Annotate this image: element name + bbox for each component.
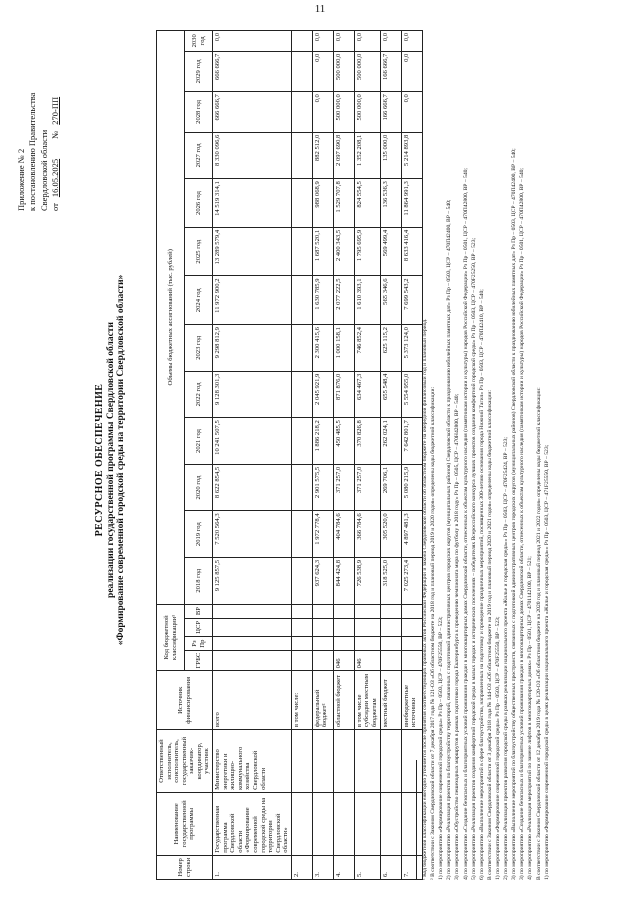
appendix-line-3: Свердловской области [38, 129, 49, 211]
value-cell [291, 276, 312, 325]
table-body [213, 31, 423, 880]
value-cell: 0,0 [401, 51, 422, 92]
value-cell [291, 31, 312, 52]
value-cell: 500 000,0 [354, 51, 380, 92]
row-number: 4. [333, 855, 354, 879]
value-cell: 569 499,4 [380, 227, 401, 276]
csr-cell [380, 618, 401, 636]
value-cell: 824 554,5 [354, 179, 380, 228]
grbs-cell [312, 651, 333, 671]
footnote-line: 2) по мероприятию «Реализация проектов по благоустройству территорий, связанных с подготовкой административных центров городских округов (муниципальных районов) Свердловской области к празднованию юбилейных памятных дат» Рз Пр – 0503, ЦСР – 470П42400, ВР – 540; [446, 199, 453, 880]
footnote-line: 3) по мероприятию «Выполнение мероприятий по благоустройству общественных пространств, связанных с подготовкой административных центров городских округов (муниципальных районов) Свердловской области к празднованию юбилейных памятных дат» Рз Пр – 0503, ЦСР – 470П42400, ВР – 540; [511, 148, 518, 880]
header-budget-sub: ГРБС [185, 651, 213, 671]
value-cell: 370 826,8 [354, 418, 380, 465]
value-cell: 5 214 893,8 [401, 132, 422, 179]
header-source: Источник финансирования [157, 671, 213, 730]
header-year: 2030 год [185, 31, 213, 52]
value-cell [291, 51, 312, 92]
appendix-line-1: Приложение № 2 [16, 148, 26, 211]
header-year: 2027 год [185, 132, 213, 179]
value-cell [291, 464, 312, 511]
value-cell: 305 520,0 [380, 511, 401, 558]
source-cell: в том числе: [291, 671, 312, 730]
vr-cell [380, 604, 401, 618]
value-cell [291, 557, 312, 604]
executor-cell [401, 730, 422, 793]
executor-cell [291, 730, 312, 793]
value-cell [291, 179, 312, 228]
footnote-line: В соответствии с Законом Свердловской области от 3 декабря 2018 года № 144-ОЗ «Об областном бюджете на 2019 год и плановый период 2020 и 2021 годов» определены коды бюджетной классификации: [486, 390, 493, 880]
value-cell: 1 687 520,1 [312, 227, 333, 276]
value-cell: 844 424,8 [333, 557, 354, 604]
header-year: 2023 год [185, 325, 213, 372]
row-number: 3. [312, 855, 333, 879]
title-line-2: реализации государственной программы Свердловской области [105, 322, 116, 598]
vr-cell [312, 604, 333, 618]
header-program-name: Наименование государственной программы [157, 792, 213, 855]
value-cell: 2 045 921,9 [312, 371, 333, 418]
value-cell: 404 784,6 [333, 511, 354, 558]
table-row [401, 31, 422, 880]
program-name-cell: Государственная программа Свердловской области «Формирование современной городской среды на территории Свердловской области» [213, 792, 292, 855]
vr-cell [213, 604, 292, 618]
header-year: 2028 год [185, 92, 213, 133]
header-year: 2019 год [185, 511, 213, 558]
program-name-cell [380, 792, 401, 855]
value-cell: 0,0 [401, 31, 422, 52]
date-prefix: от [50, 203, 61, 211]
appendix-line-2: к постановлению Правительства [27, 92, 38, 211]
value-cell: 366 784,6 [354, 511, 380, 558]
csr-cell [312, 618, 333, 636]
value-cell: 2 400 343,5 [333, 227, 354, 276]
landscape-sheet [6, 20, 626, 900]
value-cell: 500 000,0 [333, 92, 354, 133]
header-volumes: Объемы бюджетных ассигнований (тыс. рублей) [157, 31, 185, 605]
value-cell: 9 298 812,9 [213, 325, 292, 372]
page-number: 11 [314, 3, 326, 15]
value-cell: 8 633 416,4 [401, 227, 422, 276]
rzpr-cell [380, 636, 401, 650]
rzpr-cell [291, 636, 312, 650]
appendix-date-row [50, 36, 61, 211]
value-cell: 726 538,9 [354, 557, 380, 604]
footnote-line: ² В соответствии с Законом Свердловской области от 7 декабря 2017 года № 121-ОЗ «Об областном бюджете на 2018 год и плановый период 2019 и 2020 годов» определены коды бюджетной классификации: [430, 386, 437, 880]
value-cell: 7 025 273,4 [401, 557, 422, 604]
value-cell: 1 610 393,1 [354, 276, 380, 325]
table-row [380, 31, 401, 880]
executor-cell [312, 730, 333, 793]
vr-cell [333, 604, 354, 618]
header-year: 2018 год [185, 557, 213, 604]
document-title [94, 20, 127, 900]
value-cell: 2 300 415,6 [312, 325, 333, 372]
value-cell: 0,0 [312, 31, 333, 52]
header-row-no: Номер строки [157, 855, 213, 879]
value-cell: 2 097 690,8 [333, 132, 354, 179]
program-name-cell [354, 792, 380, 855]
vr-cell [354, 604, 380, 618]
footnote-line: 6) по мероприятию «Выполнение мероприятий в сфере благоустройства, направленных на подготовку и проведение праздничных мероприятий, посвященных 300-летию основания города Нижний Тагил» Рз Пр – 0503, ЦСР – 470П42410, ВР – 540; [478, 289, 485, 880]
header-year: 2025 год [185, 227, 213, 276]
value-cell: 7 520 564,3 [213, 511, 292, 558]
header-year: 2020 год [185, 464, 213, 511]
value-cell: 0,0 [312, 51, 333, 92]
value-cell: 13 289 579,4 [213, 227, 292, 276]
header-budget-sub: ВР [185, 604, 213, 618]
value-cell [291, 132, 312, 179]
value-cell: 450 485,5 [333, 418, 354, 465]
csr-cell [291, 618, 312, 636]
csr-cell [401, 618, 422, 636]
csr-cell [333, 618, 354, 636]
value-cell: 166 666,7 [380, 51, 401, 92]
header-budget-sub: ЦСР [185, 618, 213, 636]
value-cell: 7 642 801,7 [401, 418, 422, 465]
value-cell: 871 876,0 [333, 371, 354, 418]
value-cell: 666 666,7 [213, 51, 292, 92]
value-cell: 4 897 481,3 [401, 511, 422, 558]
value-cell: 136 536,3 [380, 179, 401, 228]
appendix-date: 16.05.2025 [50, 158, 61, 198]
program-name-cell [333, 792, 354, 855]
value-cell: 634 467,3 [354, 371, 380, 418]
value-cell: 9 128 301,3 [213, 371, 292, 418]
row-number: 2. [291, 855, 312, 879]
program-name-cell [312, 792, 333, 855]
value-cell: 7 699 543,2 [401, 276, 422, 325]
header-budget-sub: Рз Пр [185, 636, 213, 650]
source-cell: в том числе субсидии местным бюджетам [354, 671, 380, 730]
title-line-1: РЕСУРСНОЕ ОБЕСПЕЧЕНИЕ [94, 383, 105, 537]
csr-cell [354, 618, 380, 636]
value-cell: 262 024,1 [380, 418, 401, 465]
header-year: 2026 год [185, 179, 213, 228]
value-cell: 0,0 [380, 31, 401, 52]
rzpr-cell [401, 636, 422, 650]
grbs-cell: 046 [333, 651, 354, 671]
value-cell: 746 852,4 [354, 325, 380, 372]
value-cell: 8 622 854,5 [213, 464, 292, 511]
value-cell: 1 630 785,9 [312, 276, 333, 325]
value-cell: 0,0 [333, 31, 354, 52]
source-cell: внебюджетные источники [401, 671, 422, 730]
header-executor: Ответственный исполнитель, соисполнитель, государственный заказчик-координатор, участник [157, 730, 213, 793]
value-cell [291, 511, 312, 558]
header-year: 2024 год [185, 276, 213, 325]
rzpr-cell [312, 636, 333, 650]
value-cell: 625 115,2 [380, 325, 401, 372]
value-cell: 655 548,4 [380, 371, 401, 418]
footnotes [421, 30, 551, 880]
footnote-line: 4) по мероприятию «Реализация мероприятий по замене лифтов в многоквартирных домах» Рз Пр – 0501, ЦСР – 4701142100, ВР – 521; [527, 556, 534, 880]
program-name-cell [401, 792, 422, 855]
grbs-cell [380, 651, 401, 671]
footnote-line: 3) по мероприятию «Обустройство пешеходных маршрутов в рамках подготовки города Екатеринбурга к проведению чемпионата мира по футболу в 2018 году» Рз Пр – 0505, ЦСР – 470Н42800, ВР – 540; [454, 393, 461, 880]
rzpr-cell [333, 636, 354, 650]
footnote-rule [416, 760, 417, 880]
value-cell: 2 077 222,5 [333, 276, 354, 325]
header-year: 2022 год [185, 371, 213, 418]
value-cell: 1 352 208,1 [354, 132, 380, 179]
source-cell: всего [213, 671, 292, 730]
value-cell: 882 512,0 [312, 132, 333, 179]
header-year: 2021 год [185, 418, 213, 465]
executor-cell [380, 730, 401, 793]
value-cell: 5 080 215,9 [401, 464, 422, 511]
table-row [333, 31, 354, 880]
rzpr-cell [354, 636, 380, 650]
value-cell: 1 000 158,1 [333, 325, 354, 372]
value-cell: 500 000,0 [354, 92, 380, 133]
grbs-cell: 046 [354, 651, 380, 671]
csr-cell [213, 618, 292, 636]
value-cell: 371 257,0 [333, 464, 354, 511]
value-cell: 11 972 900,2 [213, 276, 292, 325]
row-number: 1. [213, 855, 292, 879]
value-cell: 8 330 096,6 [213, 132, 292, 179]
title-line-3: «Формирование современной городской среды на территории Свердловской области» [116, 274, 127, 646]
source-cell: областной бюджет [333, 671, 354, 730]
value-cell: 666 666,7 [213, 92, 292, 133]
value-cell: 371 257,0 [354, 464, 380, 511]
resource-table [156, 30, 423, 880]
value-cell: 1 972 778,4 [312, 511, 333, 558]
source-cell: федеральный бюджет² [312, 671, 333, 730]
value-cell: 1 529 707,8 [333, 179, 354, 228]
value-cell: 2 901 575,5 [312, 464, 333, 511]
value-cell: 0,0 [312, 92, 333, 133]
footnote-line: 2) по мероприятию «Реализация проектов развития городской среды в рамках реализации национального проекта «Жилье и городская среда»» Рз Пр – 0503, ЦСР – 470F25424, ВР – 523; [503, 437, 510, 880]
footnote-line: В соответствии с Законом Свердловской области от 12 декабря 2019 года № 120-ОЗ «Об областном бюджете на 2020 год и плановый период 2021 и 2022 годов» определены коды бюджетной классификации: [535, 387, 542, 880]
value-cell [291, 92, 312, 133]
value-cell: 5 373 124,0 [401, 325, 422, 372]
vr-cell [401, 604, 422, 618]
footnote-line: 5) по мероприятию «Реализация проектов создания комфортной городской среды в малых городах и исторических поселениях – победителях Всероссийского конкурса лучших проектов создания комфортной городской среды» Рз Пр – 0503, ЦСР – 470F25250, ВР – 523; [470, 237, 477, 880]
footnote-line: 1) по мероприятию «Формирование современной городской среды в целях реализации национального проекта «Жилье и городская среда»» Рз Пр – 0503, ЦСР – 471F25550, ВР – 523; [543, 444, 550, 880]
executor-cell [354, 730, 380, 793]
value-cell [291, 418, 312, 465]
executor-cell: Министерство энергетики и жилищно-коммунального хозяйства Свердловской области [213, 730, 292, 793]
appendix-number: 270-ПП [50, 96, 61, 125]
value-cell: 10 241 507,5 [213, 418, 292, 465]
header-budget-code: Код бюджетной классификации¹ [157, 604, 185, 671]
footnote-line: 1) по мероприятию «Формирование современной городской среды» Рз Пр – 0503, ЦСР – 470F25550, ВР – 523; [438, 616, 445, 880]
table-row [354, 31, 380, 880]
appendix-block [16, 36, 62, 211]
value-cell: 318 525,0 [380, 557, 401, 604]
value-cell: 5 554 955,0 [401, 371, 422, 418]
footnote-line: 4) по мероприятию «Создание безопасных и благоприятных условий проживания граждан в многоквартирных домах Свердловской области, отнесенных к объектам культурного наследия (памятникам истории и культуры) народов Российской Федерации» Рз Пр – 0501, ЦСР – 470П42800, ВР – 540; [462, 168, 469, 880]
value-cell: 9 125 857,5 [213, 557, 292, 604]
row-number: 7. [401, 855, 422, 879]
grbs-cell [291, 651, 312, 671]
executor-cell [333, 730, 354, 793]
value-cell [291, 325, 312, 372]
value-cell: 166 666,7 [380, 92, 401, 133]
value-cell [291, 227, 312, 276]
footnote-line: 3) по мероприятию «Создание безопасных и благоприятных условий проживания граждан в многоквартирных домах Свердловской области, отнесенных к объектам культурного наследия (памятникам истории и культуры) народов Российской Федерации» Рз Пр – 0501, ЦСР – 470П42800, ВР – 540; [519, 168, 526, 880]
value-cell: 988 068,9 [312, 179, 333, 228]
grbs-cell [213, 651, 292, 671]
value-cell [291, 371, 312, 418]
value-cell: 11 864 991,3 [401, 179, 422, 228]
value-cell: 14 519 314,1 [213, 179, 292, 228]
footnote-line: 1) по мероприятию «Формирование современной городской среды» Рз Пр – 0503, ЦСР – 470F25550, ВР – 523; [494, 616, 501, 880]
grbs-cell [401, 651, 422, 671]
header-year: 2029 год [185, 51, 213, 92]
row-number: 6. [380, 855, 401, 879]
value-cell: 135 000,0 [380, 132, 401, 179]
source-cell: местный бюджет [380, 671, 401, 730]
number-prefix: № [50, 130, 61, 139]
value-cell: 1 886 218,2 [312, 418, 333, 465]
table-row [312, 31, 333, 880]
value-cell: 1 795 695,9 [354, 227, 380, 276]
value-cell: 500 000,0 [333, 51, 354, 92]
value-cell: 565 346,6 [380, 276, 401, 325]
footnote-line: ¹ Код бюджетной классификации ежегодно уточняется после принятия соответствующих правовых актов Российской Федерации и закона Свердловской области об областном бюджете на очередной финансовый год и плановый период. [422, 318, 428, 880]
value-cell: 0,0 [213, 31, 292, 52]
value-cell: 0,0 [401, 92, 422, 133]
table-row [213, 31, 292, 880]
table-row [291, 31, 312, 880]
value-cell: 0,0 [354, 31, 380, 52]
rzpr-cell [213, 636, 292, 650]
row-number: 5. [354, 855, 380, 879]
value-cell: 269 706,1 [380, 464, 401, 511]
vr-cell [291, 604, 312, 618]
value-cell: 937 624,3 [312, 557, 333, 604]
program-name-cell [291, 792, 312, 855]
